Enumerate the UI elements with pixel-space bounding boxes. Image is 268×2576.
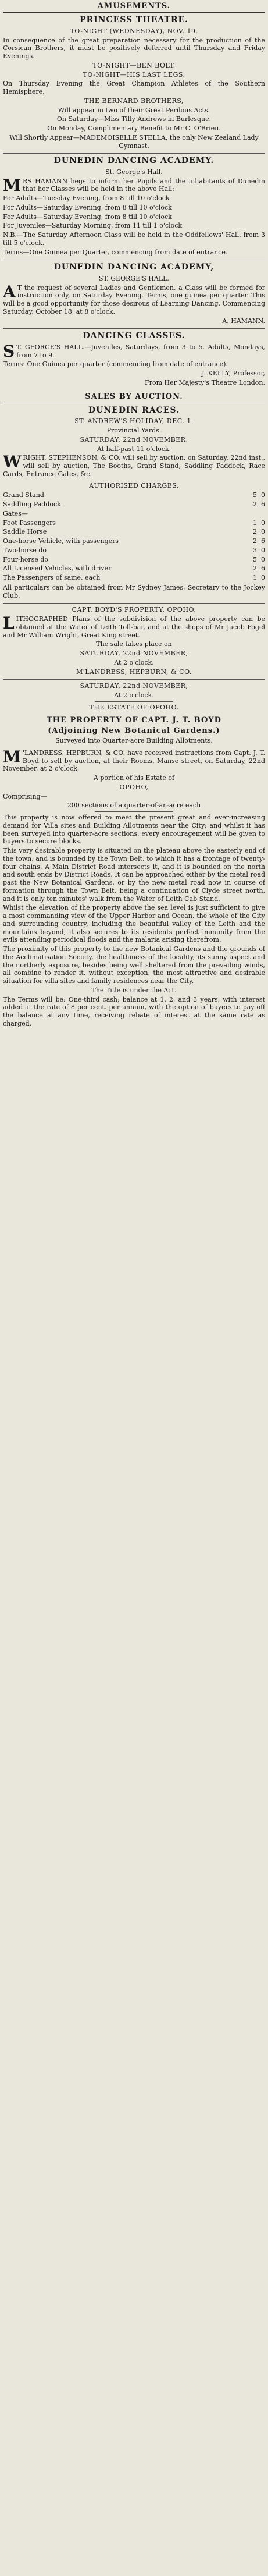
- dancing2-subtitle: ST. GEORGE'S HALL.: [99, 274, 169, 282]
- opoho-lots: 200 sections of a quarter-of-an-acre each: [67, 801, 201, 810]
- divider: [95, 701, 173, 702]
- amusements-header: AMUSEMENTS.: [3, 0, 265, 13]
- charge-shillings: 1: [253, 574, 257, 581]
- dancing-body: RS HAMANN begs to inform her Pupils and the inhabitants of Dunedin that her Classes will be held in the above Hall:: [23, 177, 265, 193]
- charge-item: Saddling Paddock: [3, 501, 61, 508]
- divider: [3, 603, 265, 604]
- dropcap: M: [3, 175, 21, 195]
- charge-row: [3, 500, 265, 509]
- opoho-time: At 2 o'clock.: [114, 691, 154, 699]
- dancing-academy-ad: [3, 156, 265, 256]
- princess-line: TO-NIGHT—BEN BOLT.: [92, 61, 176, 69]
- divider: [3, 328, 265, 329]
- signature: A. HAMANN.: [222, 317, 265, 325]
- charge-item: Saddle Horse: [3, 528, 47, 536]
- dancing-note: N.B.—The Saturday Afternoon Class will be held in the Oddfellows' Hall, from 3 till 5 o'clock.: [3, 231, 265, 247]
- charges-title: AUTHORISED CHARGES.: [89, 481, 179, 489]
- charges-note: All particulars can be obtained from Mr Sydney James, Secretary to the Jockey Club.: [3, 583, 265, 599]
- races-date: SATURDAY, 22nd NOVEMBER,: [80, 435, 188, 443]
- divider: [95, 811, 173, 812]
- boyd-property-ad: [3, 606, 265, 676]
- opoho-estate: THE ESTATE OF OPOHO.: [89, 703, 179, 711]
- opoho-paragraph: Whilst the elevation of the property above the sea level is just sufficient to give a most commanding view of the Upper Harbor and Ocean, the whole of the City and surrounding country, including the beautiful valley of the Leith and the mountains beyond, it also secures to its residents perfect immunity from the evils attending periodical floods and the malaria arising therefrom.: [3, 904, 265, 944]
- opoho-terms: The Terms will be: One-third cash; balance at 1, 2, and 3 years, with interest added at the rate of 8 per cent. per annum, with the option of buyers to pay off the balance at any time, receiving rebate of interest at the same rate as charged.: [3, 995, 265, 1027]
- opoho-property: THE PROPERTY OF CAPT. J. T. BOYD: [47, 715, 221, 725]
- charge-item: Gates—: [3, 509, 28, 517]
- opoho-comprising: Comprising—: [3, 792, 47, 800]
- charge-item: The Passengers of same, each: [3, 574, 101, 581]
- princess-line: On Saturday—Miss Tilly Andrews in Burlesque.: [56, 115, 212, 123]
- charge-pence: 6: [261, 565, 265, 573]
- signature: J. KELLY, Professor,: [202, 370, 265, 377]
- charge-shillings: [249, 509, 257, 519]
- princess-line: On Monday, Complimentary Benefit to Mr C. O'Brien.: [47, 125, 221, 132]
- charge-shillings: 2: [253, 537, 257, 545]
- opoho-paragraph: This property is now offered to meet the present great and ever-increasing demand for Villa sites and Building Allotments near the City; and whilst it has been surveyed into quarter-acre sections, every encouragement will be given to buyers to secure blocks.: [3, 814, 265, 846]
- charge-pence: 0: [261, 519, 265, 527]
- opoho-portion: A portion of his Estate of: [93, 774, 175, 782]
- princess-line: THE BERNARD BROTHERS,: [84, 97, 184, 105]
- newspaper-column: [3, 0, 265, 2576]
- races-ad: [3, 406, 265, 478]
- dancing-academy-class-ad: [3, 262, 265, 325]
- charge-shillings: 2: [253, 565, 257, 573]
- charge-row: [3, 537, 265, 546]
- charge-pence: 0: [261, 574, 265, 581]
- dropcap: W: [3, 452, 22, 472]
- races-subtitle: ST. ANDREW'S HOLIDAY, DEC. 1.: [74, 417, 194, 425]
- charge-row: [3, 555, 265, 565]
- divider: [3, 679, 265, 680]
- charge-item: Foot Passengers: [3, 519, 56, 527]
- boyd-date: SATURDAY, 22nd NOVEMBER,: [80, 650, 188, 657]
- charge-pence: 0: [261, 491, 265, 499]
- charges-ad: [3, 482, 265, 600]
- opoho-survey: Surveyed into Quarter-acre Building Allotments.: [55, 737, 213, 744]
- races-location: Provincial Yards.: [106, 427, 162, 434]
- dancing-terms: Terms—One Guinea per Quarter, commencing from date of entrance.: [3, 248, 228, 256]
- princess-line: TO-NIGHT (WEDNESDAY), NOV. 19.: [70, 27, 198, 35]
- charge-item: All Licensed Vehicles, with driver: [3, 565, 112, 573]
- charge-pence: [257, 509, 265, 519]
- boyd-time: At 2 o'clock.: [114, 658, 154, 666]
- princess-line: Will appear in two of their Great Perilous Acts.: [58, 106, 210, 114]
- opoho-estate-ad: [3, 682, 265, 1027]
- dancing-title: DUNEDIN DANCING ACADEMY.: [53, 156, 215, 166]
- princess-line: In consequence of the great preparation necessary for the production of the Corsican Brothers, it must be positively deferred until Thursday and Friday Evenings.: [3, 36, 265, 60]
- opoho-adjoining: (Adjoining New Botanical Gardens.): [48, 726, 220, 735]
- opoho-portion-name: OPOHO,: [119, 783, 149, 791]
- charge-shillings: 5: [253, 491, 257, 499]
- opoho-date: SATURDAY, 22nd NOVEMBER,: [80, 682, 188, 690]
- auction-header: SALES BY AUCTION.: [3, 391, 265, 403]
- charge-item: Grand Stand: [3, 491, 44, 499]
- charge-shillings: 1: [253, 519, 257, 527]
- opoho-firm-body: 'LANDRESS, HEPBURN, & CO. have received instructions from Capt. J. T. Boyd to sell by auction, at their Rooms, Manse street, on Saturday, 22nd November, at 2 o'clock,: [3, 748, 265, 773]
- princess-line: Will Shortly Appear—MADEMOISELLE STELLA, the only New Zealand Lady Gymnast.: [9, 133, 259, 150]
- charge-row: [3, 546, 265, 555]
- charge-pence: 0: [261, 546, 265, 554]
- schedule-line: For Adults—Saturday Evening, from 8 till 10 o'clock: [3, 203, 172, 211]
- dropcap: L: [3, 613, 15, 633]
- charge-row: [3, 491, 265, 500]
- schedule-line: For Adults—Saturday Evening, from 8 till 10 o'clock: [3, 212, 172, 221]
- opoho-paragraph: The proximity of this property to the new Botanical Gardens and the grounds of the Acclimatisation Society, the healthiness of the locality, its sunny aspect and the northerly exposure, besides being well sheltered from the prevailing winds, all combine to render it, without exception, the most attractive and desirable situation for villa sites and family residences near the City.: [3, 945, 265, 985]
- dropcap: A: [3, 282, 16, 301]
- charge-row: [3, 573, 265, 583]
- charge-row: [3, 509, 265, 519]
- dropcap: M: [3, 747, 21, 767]
- charges-table: [3, 491, 265, 583]
- charge-item: Two-horse do: [3, 546, 47, 554]
- princess-line: TO-NIGHT—HIS LAST LEGS.: [83, 70, 185, 79]
- opoho-paragraph: This very desirable property is situated on the plateau above the easterly end of the town, and is bounded by the Town Belt, to which it has a frontage of twenty-four chains. A Main District Road intersects it, and it is bounded on the north and south ends by District Roads. It can be approached either by the metal road past the New Botanical Gardens, or by the new metal road now in course of formation through the Town Belt, being a continuation of Clyde street north, and it is only ten minutes' walk from the Water of Leith Cab Stand.: [3, 847, 265, 903]
- charge-pence: 0: [261, 555, 265, 563]
- races-body: RIGHT, STEPHENSON, & CO. will sell by auction, on Saturday, 22nd inst., will sell by auction, The Booths, Grand Stand, Saddling Paddock, Race Cards, Entrance Gates, &c.: [3, 454, 265, 478]
- charge-shillings: 2: [253, 501, 257, 508]
- princess-title: PRINCESS THEATRE.: [79, 15, 189, 25]
- charge-shillings: 5: [253, 555, 257, 563]
- dancing2-title: DUNEDIN DANCING ACADEMY,: [53, 262, 215, 272]
- signature-sub: From Her Majesty's Theatre London.: [145, 378, 265, 386]
- boyd-title: CAPT. BOYD'S PROPERTY, OPOHO.: [72, 606, 196, 614]
- charge-item: Four-horse do: [3, 555, 48, 563]
- charge-shillings: 2: [253, 528, 257, 536]
- charge-row: [3, 519, 265, 528]
- dancing-classes-ad: [3, 331, 265, 386]
- princess-line: On Thursday Evening the Great Champion Athletes of the Southern Hemisphere,: [3, 80, 265, 95]
- charge-pence: 0: [261, 528, 265, 536]
- opoho-title-note: The Title is under the Act.: [91, 986, 177, 994]
- schedule-line: For Adults—Tuesday Evening, from 8 till 10 o'clock: [3, 194, 170, 202]
- princess-theatre-ad: [3, 15, 265, 150]
- dropcap: S: [3, 341, 15, 361]
- dancing-subtitle: St. George's Hall.: [105, 168, 163, 176]
- boyd-body: ITHOGRAPHED Plans of the subdivision of the above property can be obtained at the Water of Leith Toll-bar, and at the shops of Mr Jacob Fogel and Mr William Wright, Great King street.: [3, 615, 265, 639]
- dancing3-title: DANCING CLASSES.: [83, 331, 185, 341]
- charge-pence: 6: [261, 501, 265, 508]
- charge-shillings: 3: [253, 546, 257, 554]
- charge-pence: 6: [261, 537, 265, 545]
- dancing3-body: T. GEORGE'S HALL.—Juveniles, Saturdays, from 3 to 5. Adults, Mondays, from 7 to 9.: [16, 343, 265, 359]
- divider: [3, 153, 265, 154]
- charge-item: One-horse Vehicle, with passengers: [3, 537, 119, 545]
- boyd-sale: The sale takes place on: [96, 640, 172, 648]
- schedule-line: For Juveniles—Saturday Morning, from 11 till 1 o'clock: [3, 222, 183, 230]
- boyd-firm: M'LANDRESS, HEPBURN, & CO.: [76, 668, 192, 676]
- charge-row: [3, 564, 265, 573]
- races-title: DUNEDIN RACES.: [88, 405, 180, 415]
- charge-row: [3, 527, 265, 537]
- dancing2-body: T the request of several Ladies and Gentlemen, a Class will be formed for instruction only, on Saturday Evening. Terms, one guinea per quarter. This will be a good opportunity for those desirous of Learning Dancing. Commencing Saturday, October 18, at 8 o'clock.: [3, 283, 265, 315]
- dancing3-terms: Terms: One Guinea per quarter (commencing from date of entrance).: [3, 360, 228, 368]
- races-time: At half-past 11 o'clock.: [97, 445, 171, 453]
